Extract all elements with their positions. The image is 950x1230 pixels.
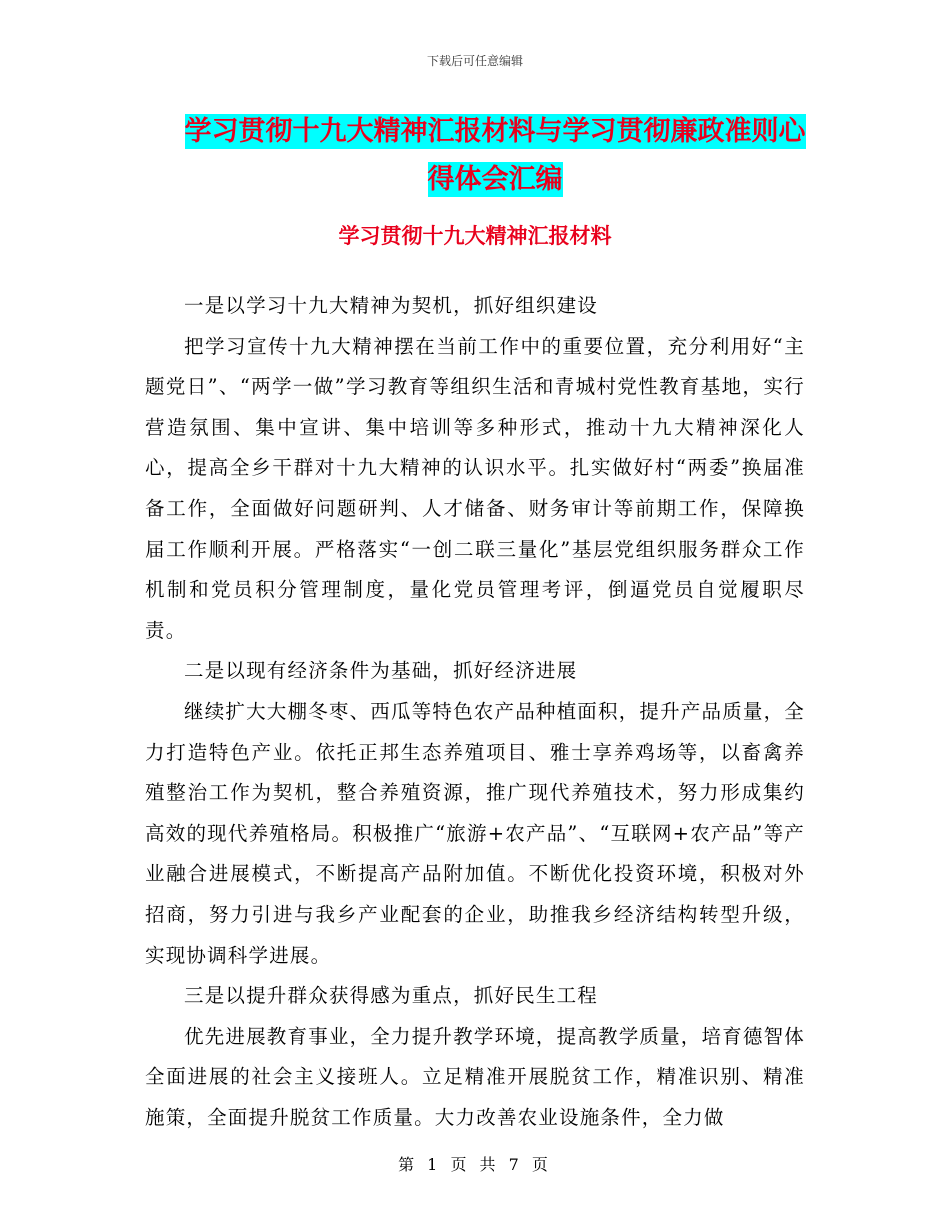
paragraph: 优先进展教育事业，全力提升教学环境，提高教学质量，培育德智体全面进展的社会主义接班人。立足精准开展脱贫工作，精准识别、精准施策，全面提升脱贫工作质量。大力改善农业设施条件，全力做 — [145, 1024, 806, 1129]
paragraph-heading-1: 一是以学习十九大精神为契机，抓好组织建设 — [184, 294, 599, 317]
document-title-line-2: 得体会汇编 — [427, 164, 563, 195]
page-footer: 第 1 页 共 7 页 — [398, 1155, 552, 1174]
paragraph-heading-3: 三是以提升群众获得感为重点，抓好民生工程 — [184, 984, 599, 1008]
page-header-note: 下载后可任意编辑 — [426, 54, 523, 68]
paragraph-heading-2: 二是以现有经济条件为基础，抓好经济进展 — [184, 659, 578, 683]
document-title-line-1: 学习贯彻十九大精神汇报材料与学习贯彻廉政准则心 — [184, 116, 806, 147]
paragraph: 把学习宣传十九大精神摆在当前工作中的重要位置，充分利用好“主题党日”、“两学一做”学习教育等组织生活和青城村党性教育基地，实行营造氛围、集中宣讲、集中培训等多种形式，推动十九大精神深化人心，提高全乡干群对十九大精神的认识水平。扎实做好村“两委”换届准备工作，全面做好问题研判、人才储备、财务审计等前期工作，保障换届工作顺利开展。严格落实“一创二联三量化”基层党组织服务群众工作机制和党员积分管理制度，量化党员管理考评，倒逼党员自觉履职尽责。 — [145, 334, 805, 642]
document-title — [150, 108, 840, 204]
document-body — [145, 286, 805, 1138]
paragraph: 继续扩大大棚冬枣、西瓜等特色农产品种植面积，提升产品质量，全力打造特色产业。依托正邦生态养殖项目、雅士享养鸡场等，以畜禽养殖整治工作为契机，整合养殖资源，推广现代养殖技术，努力形成集约高效的现代养殖格局。积极推广“旅游+农产品”、“互联网+农产品”等产业融合进展模式，不断提高产品附加值。不断优化投资环境，积极对外招商，努力引进与我乡产业配套的企业，助推我乡经济结构转型升级，实现协调科学进展。 — [145, 699, 806, 967]
section-title: 学习贯彻十九大精神汇报材料 — [338, 224, 612, 248]
